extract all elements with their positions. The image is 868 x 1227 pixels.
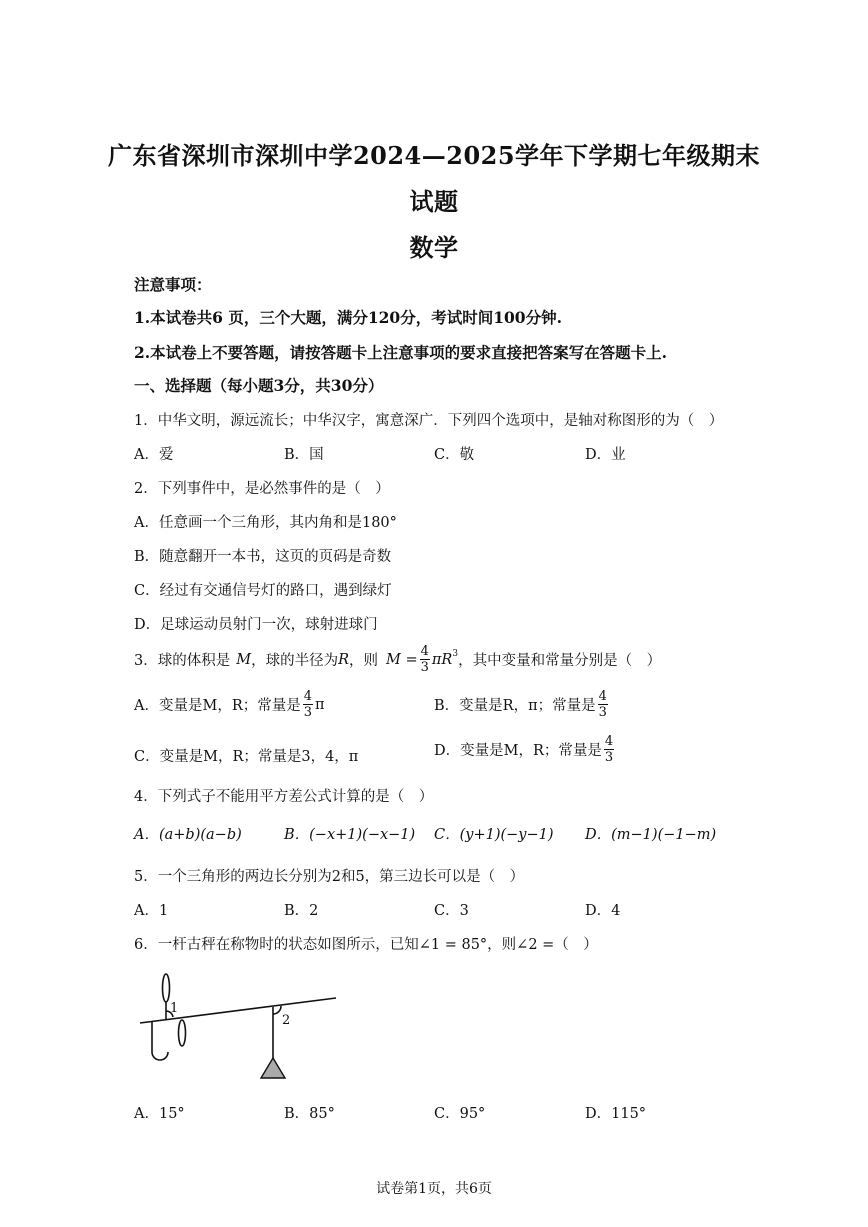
section-heading: 一、选择题（每小题3分，共30分） (134, 376, 384, 395)
q2-option-a: A．任意画一个三角形，其内角和是180° (134, 515, 397, 531)
q4-option-c: C．(y+1)(−y−1) (434, 827, 554, 843)
subject-title: 数学 (409, 233, 459, 262)
q3-formula-rhs: πR (431, 651, 453, 668)
notes-item-1: 1.本试卷共6 页，三个大题，满分120分，考试时间100分钟. (134, 308, 562, 327)
question-5-stem: 5．一个三角形的两边长分别为2和5，第三边长可以是（ ） (134, 869, 525, 885)
q4-option-a: A．(a+b)(a−b) (134, 827, 242, 843)
q3-formula-exp: 3 (452, 648, 459, 659)
q3-option-a-fraction (303, 690, 313, 719)
q3-option-b (434, 690, 610, 719)
angle-2-arc (273, 1006, 281, 1014)
notes-heading: 注意事项： (134, 275, 212, 294)
page-title-line2: 试题 (409, 187, 459, 216)
question-1-stem: 1．中华文明，源远流长；中华汉字，寓意深广．下列四个选项中，是轴对称图形的为（ ） (134, 413, 724, 429)
q3-formula-lhs: M = (386, 651, 418, 668)
q3-var-m: M (236, 651, 252, 668)
q3-option-d-text: D．变量是M，R；常量是 (434, 743, 602, 759)
steelyard-top-oval (163, 974, 170, 1002)
q3-option-b-num: 4 (598, 689, 607, 704)
q3-option-d (434, 735, 616, 764)
q3-frac-num: 4 (420, 644, 429, 659)
q6-option-d: D．115° (585, 1106, 647, 1122)
q3-option-a-text: A．变量是M，R；常量是 (134, 698, 301, 714)
q3-option-a-den: 3 (303, 705, 313, 720)
q3-option-a-num: 4 (303, 689, 313, 704)
q3-option-d-num: 4 (604, 734, 614, 749)
steelyard-figure (130, 962, 350, 1082)
q3-formula-fraction (420, 645, 430, 674)
notes-item-2: 2.本试卷上不要答题，请按答题卡上注意事项的要求直接把答案写在答题卡上. (134, 343, 668, 362)
q3-frac-den: 3 (420, 660, 429, 675)
q3-option-a-pi: π (315, 696, 325, 713)
question-6-stem: 6．一杆古秤在称物时的状态如图所示，已知∠1 = 85°，则∠2 =（ ） (134, 937, 598, 953)
q1-option-d: D．业 (585, 447, 626, 463)
q5-option-c: C．3 (434, 903, 469, 919)
q2-option-b: B．随意翻开一本书，这页的页码是奇数 (134, 549, 392, 565)
angle-1-label: 1 (170, 1001, 179, 1016)
q4-option-d: D．(m−1)(−1−m) (585, 827, 717, 843)
q3-stem-a: 3．球的体积是 (134, 653, 231, 669)
q5-option-d: D．4 (585, 903, 621, 919)
q3-option-d-fraction (604, 735, 614, 764)
q3-option-b-text: B．变量是R，π；常量是 (434, 698, 596, 714)
page-footer: 试卷第1页，共6页 (376, 1181, 492, 1197)
q3-option-b-fraction (598, 690, 608, 719)
q3-stem-b: ，球的半径为 (251, 653, 339, 669)
q1-option-a: A．爱 (134, 447, 174, 463)
q6-option-b: B．85° (284, 1106, 335, 1122)
q5-option-a: A．1 (134, 903, 169, 919)
q5-option-b: B．2 (284, 903, 319, 919)
steelyard-weight (261, 1058, 285, 1078)
angle-2-label: 2 (282, 1013, 291, 1028)
q4-option-b: B．(−x+1)(−x−1) (284, 827, 416, 843)
q2-option-d: D．足球运动员射门一次，球射进球门 (134, 617, 378, 633)
page-title: 广东省深圳市深圳中学2024—2025学年下学期七年级期末 (107, 141, 761, 170)
q2-option-c: C．经过有交通信号灯的路口，遇到绿灯 (134, 583, 392, 599)
q6-option-c: C．95° (434, 1106, 486, 1122)
q1-option-b: B．国 (284, 447, 324, 463)
q3-option-a (134, 690, 325, 719)
steelyard-lower-oval (179, 1020, 186, 1046)
question-3-stem (134, 645, 661, 674)
q6-option-a: A．15° (134, 1106, 185, 1122)
question-4-stem: 4．下列式子不能用平方差公式计算的是（ ） (134, 789, 434, 805)
q3-stem-d: ，其中变量和常量分别是（ ） (458, 653, 662, 669)
q1-option-c: C．敬 (434, 447, 475, 463)
question-2-stem: 2．下列事件中，是必然事件的是（ ） (134, 481, 390, 497)
q3-option-c: C．变量是M，R；常量是3，4，π (134, 749, 359, 765)
q3-var-r: R (338, 651, 350, 668)
q3-option-d-den: 3 (604, 750, 614, 765)
q3-option-b-den: 3 (598, 705, 607, 720)
q3-stem-c: ，则 (349, 653, 379, 669)
steelyard-hook (152, 1052, 168, 1060)
